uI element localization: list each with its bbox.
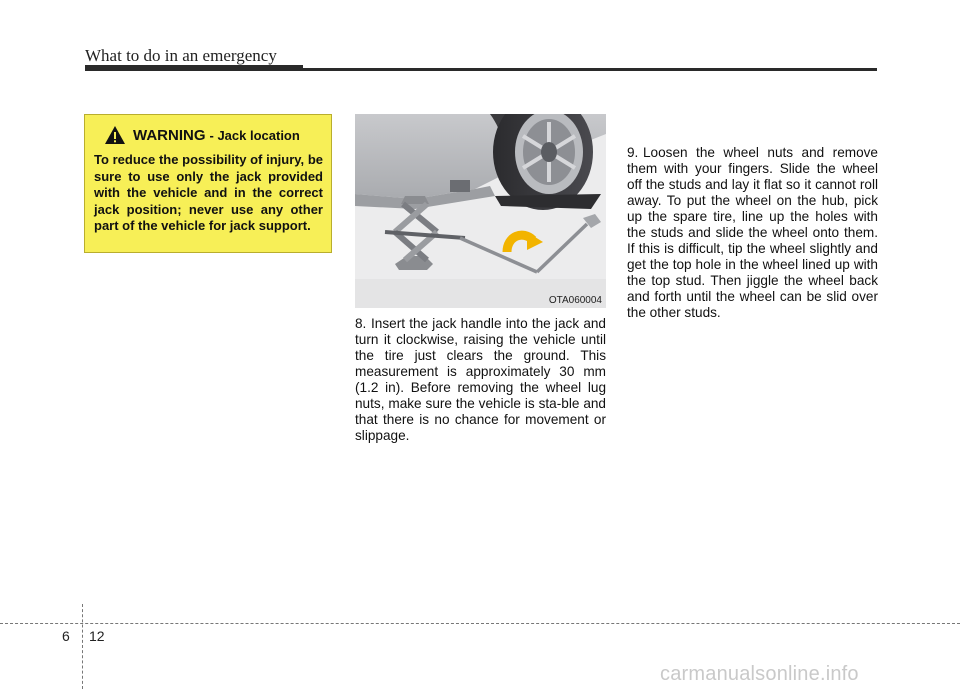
warning-subtitle: - Jack location: [209, 127, 300, 143]
warning-box: [84, 114, 332, 253]
figure-code: OTA060004: [548, 295, 602, 306]
warning-text: To reduce the possibility of injury, be sure to use only the jack provided with the vehicle and in the correct jack position; never use any other part of the vehicle for jack support.: [94, 152, 323, 233]
step-9-body: Loosen the wheel nuts and remove them with your fingers. Slide the wheel off the studs and lay it flat so it cannot roll away. To put the wheel on the hub, pick up the spare tire, line up the holes with the studs and slide the wheel onto them. If this is difficult, tip the wheel slightly and get the top hole in the wheel lined up with the top stud. Then jiggle the wheel back and forth until the wheel can be slid over the other studs.: [627, 145, 878, 320]
step-8: [355, 316, 606, 444]
step-9: [627, 145, 878, 321]
header-rule-tab: [85, 65, 303, 71]
step-8-number: 8.: [355, 316, 367, 331]
warning-triangle-icon: [104, 125, 126, 145]
page-header-title: What to do in an emergency: [85, 46, 277, 65]
step-9-number: 9.: [627, 145, 639, 160]
step-9-text: [627, 145, 878, 321]
footer-rule: [0, 623, 960, 624]
step-8-body: Insert the jack handle into the jack and turn it clockwise, raising the vehicle until the tire just clears the ground. This measurement is approximately 30 mm (1.2 in). Before removing the wheel lug nuts, make sure the vehicle is sta-ble and that there is no chance for movement or slippage.: [355, 316, 606, 443]
watermark: carmanualsonline.info: [660, 663, 859, 685]
warning-title: WARNING: [133, 126, 206, 144]
step-8-text: [355, 316, 606, 444]
warning-header: [104, 125, 323, 145]
jack-illustration-drawing: [355, 114, 606, 308]
chapter-number: 6: [62, 628, 70, 644]
jack-illustration: [355, 114, 606, 308]
page-number: 12: [89, 628, 105, 644]
footer-divider: [82, 604, 83, 689]
